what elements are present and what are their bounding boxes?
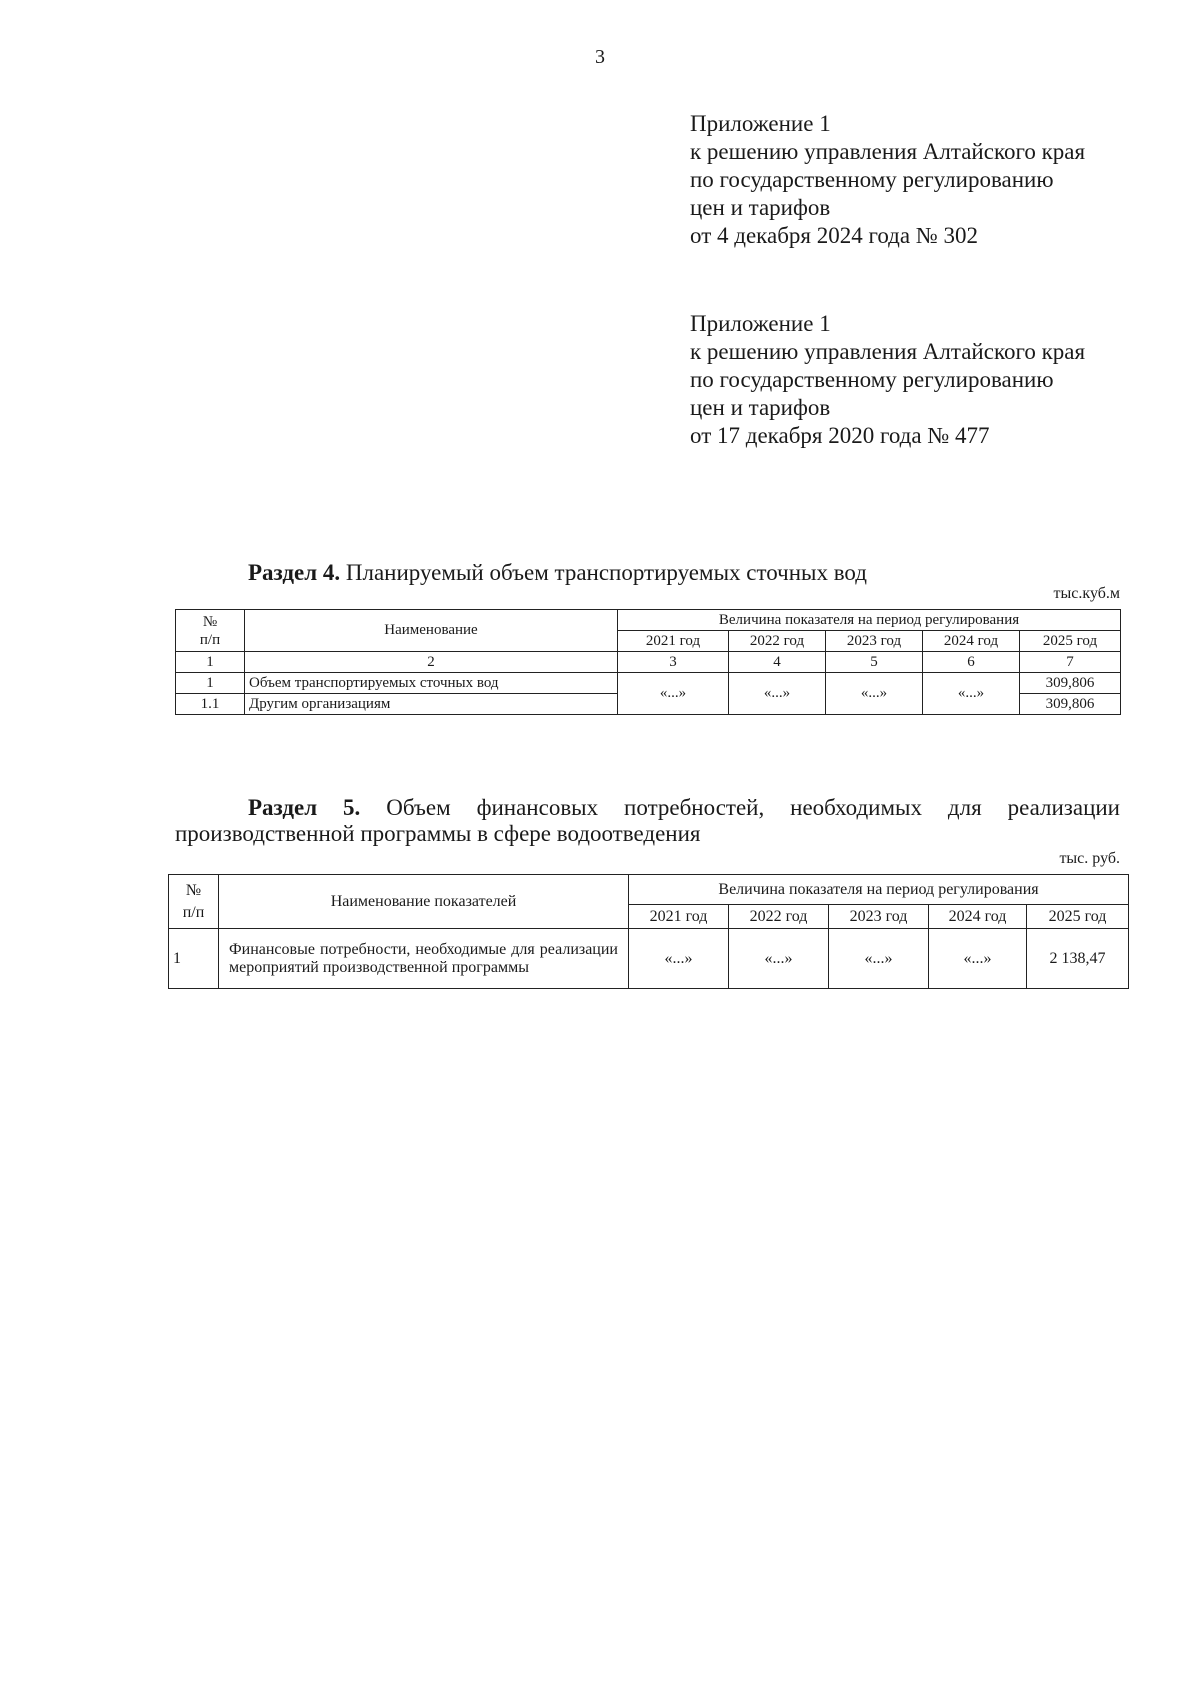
- appendix-line: Приложение 1: [690, 111, 831, 136]
- value-cell: «...»: [923, 673, 1020, 715]
- index-cell: 6: [923, 652, 1020, 673]
- index-cell: 7: [1020, 652, 1121, 673]
- col-header-period: Величина показателя на период регулирования: [618, 610, 1121, 631]
- col-header-year: 2025 год: [1027, 905, 1129, 929]
- col-header-year: 2023 год: [826, 631, 923, 652]
- col-header-period: Величина показателя на период регулирования: [629, 875, 1129, 905]
- value-cell: «...»: [629, 929, 729, 989]
- section5-label: Раздел 5.: [248, 795, 361, 820]
- col-header-num: № п/п: [169, 875, 219, 929]
- appendix-line: Приложение 1: [690, 311, 831, 336]
- appendix-line: цен и тарифов: [690, 395, 831, 420]
- section4-label: Раздел 4.: [248, 560, 341, 585]
- index-cell: 2: [245, 652, 618, 673]
- appendix-line: к решению управления Алтайского края: [690, 339, 1086, 364]
- section5-table: [168, 874, 1129, 989]
- col-header-year: 2024 год: [923, 631, 1020, 652]
- appendix-line: к решению управления Алтайского края: [690, 139, 1086, 164]
- value-cell: «...»: [829, 929, 929, 989]
- section5-heading: Объем финансовых потребностей, необходимых для реализации производственной программы в сфере водоотведения: [175, 795, 1120, 846]
- value-cell: 309,806: [1020, 694, 1121, 715]
- row-num: 1: [176, 673, 245, 694]
- col-header-year: 2024 год: [929, 905, 1027, 929]
- row-num: 1.1: [176, 694, 245, 715]
- section4-title: [248, 560, 867, 586]
- value-cell: «...»: [618, 673, 729, 715]
- section4-heading: Планируемый объем транспортируемых сточных вод: [340, 560, 867, 585]
- row-name: Объем транспортируемых сточных вод: [245, 673, 618, 694]
- index-cell: 5: [826, 652, 923, 673]
- appendix-line: по государственному регулированию: [690, 167, 1054, 192]
- appendix-header-original: [690, 310, 1085, 450]
- appendix-line: от 4 декабря 2024 года № 302: [690, 223, 979, 248]
- col-header-year: 2023 год: [829, 905, 929, 929]
- index-cell: 1: [176, 652, 245, 673]
- col-header-year: 2022 год: [729, 905, 829, 929]
- row-name: Другим организациям: [245, 694, 618, 715]
- appendix-line: от 17 декабря 2020 года № 477: [690, 423, 990, 448]
- appendix-header-current: [690, 110, 1085, 250]
- index-row: [176, 652, 1121, 673]
- col-header-year: 2022 год: [729, 631, 826, 652]
- section4-unit: тыс.куб.м: [1053, 585, 1120, 602]
- value-cell: «...»: [729, 673, 826, 715]
- row-num: 1: [169, 929, 219, 989]
- table-row: [176, 673, 1121, 694]
- value-cell: 2 138,47: [1027, 929, 1129, 989]
- value-cell: «...»: [929, 929, 1027, 989]
- section4-table: [175, 609, 1121, 715]
- table-row: [169, 929, 1129, 989]
- col-header-name: Наименование показателей: [219, 875, 629, 929]
- value-cell: 309,806: [1020, 673, 1121, 694]
- index-cell: 4: [729, 652, 826, 673]
- section5-unit: тыс. руб.: [1059, 850, 1120, 867]
- section5-title: [175, 795, 1120, 847]
- appendix-line: цен и тарифов: [690, 195, 831, 220]
- appendix-line: по государственному регулированию: [690, 367, 1054, 392]
- col-header-year: 2025 год: [1020, 631, 1121, 652]
- col-header-num: № п/п: [176, 610, 245, 652]
- col-header-year: 2021 год: [618, 631, 729, 652]
- value-cell: «...»: [826, 673, 923, 715]
- value-cell: «...»: [729, 929, 829, 989]
- index-cell: 3: [618, 652, 729, 673]
- col-header-name: Наименование: [245, 610, 618, 652]
- col-header-year: 2021 год: [629, 905, 729, 929]
- page-number: 3: [595, 46, 605, 68]
- row-name: Финансовые потребности, необходимые для реализации мероприятий производственной программы: [219, 929, 629, 989]
